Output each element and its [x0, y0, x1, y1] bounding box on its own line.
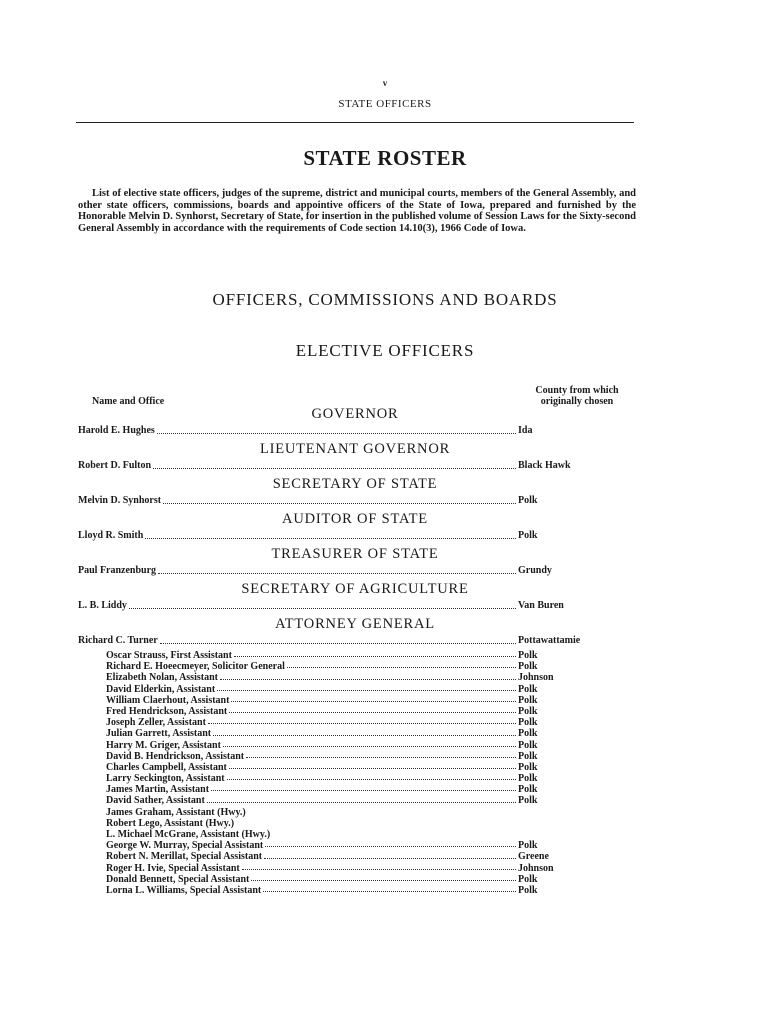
officer-name: David B. Hendrickson, Assistant: [106, 750, 245, 762]
officer-name: Lloyd R. Smith: [78, 530, 144, 541]
dot-leader: [251, 879, 516, 881]
officer-name: Oscar Strauss, First Assistant: [106, 650, 232, 661]
officer-name: Melvin D. Synhorst: [78, 495, 162, 506]
officer-name: Joseph Zeller, Assistant: [106, 717, 206, 729]
dot-leader: [229, 767, 516, 769]
officer-name: Roger H. Ivie, Special Assistant: [106, 862, 240, 874]
subsection-title: ELECTIVE OFFICERS: [295, 341, 475, 360]
officer-county: Polk: [518, 717, 538, 729]
officer-county: Greene: [518, 851, 549, 863]
roster-row: [78, 459, 642, 473]
officer-county: Grundy: [518, 565, 552, 576]
office-heading: AUDITOR OF STATE: [282, 511, 428, 527]
officer-name: David Elderkin, Assistant: [106, 683, 216, 695]
officer-name: L. Michael McGrane, Assistant (Hwy.): [106, 829, 271, 840]
roster-row: [78, 684, 642, 695]
officer-name: Fred Hendrickson, Assistant: [106, 705, 228, 717]
officer-name: Elizabeth Nolan, Assistant: [106, 672, 218, 684]
officer-county: Black Hawk: [518, 460, 571, 471]
officer-name: Robert N. Merillat, Special Assistant: [106, 851, 263, 863]
roster-row: [78, 728, 642, 739]
roster-row: [78, 599, 642, 613]
roster-row: [78, 751, 642, 762]
officer-name: George W. Murray, Special Assistant: [106, 840, 264, 852]
dot-leader: [246, 756, 516, 758]
office-heading: SECRETARY OF AGRICULTURE: [241, 581, 469, 597]
dot-leader: [234, 655, 516, 657]
officer-county: Polk: [518, 694, 538, 706]
roster-row: [78, 695, 642, 706]
office-heading: ATTORNEY GENERAL: [275, 616, 435, 632]
dot-leader: [207, 801, 516, 803]
dot-leader: [153, 467, 516, 469]
dot-leader: [217, 689, 516, 691]
dot-leader: [163, 502, 516, 504]
dot-leader: [211, 789, 516, 791]
roster-row: [78, 424, 642, 438]
roster-row: [78, 807, 642, 818]
dot-leader: [242, 868, 516, 870]
officer-county: Polk: [518, 705, 538, 717]
officer-county: Pottawattamie: [518, 635, 581, 646]
section-title: OFFICERS, COMMISSIONS AND BOARDS: [212, 290, 558, 309]
office-heading: TREASURER OF STATE: [271, 546, 439, 562]
officer-name: L. B. Liddy: [78, 600, 127, 611]
officer-name: David Sather, Assistant: [106, 795, 205, 807]
dot-leader: [208, 722, 516, 724]
officer-name: Lorna L. Williams, Special Assistant: [106, 884, 262, 896]
roster-row: [78, 706, 642, 717]
officer-county: Polk: [518, 661, 538, 673]
dot-leader: [229, 711, 516, 713]
officer-name: Paul Franzenburg: [78, 565, 157, 576]
running-head: STATE OFFICERS: [338, 98, 432, 110]
dot-leader: [220, 678, 516, 680]
officer-county: Johnson: [518, 862, 554, 874]
roster-row: [78, 717, 642, 728]
dot-leader: [223, 745, 516, 747]
officer-name: Harry M. Griger, Assistant: [106, 739, 221, 751]
dot-leader: [227, 778, 516, 780]
officer-county: Polk: [518, 884, 538, 896]
roster-row: [78, 818, 642, 829]
officer-county: Polk: [518, 650, 538, 661]
roster-row: [78, 829, 642, 840]
roster-row: [78, 661, 642, 672]
roster-list: [78, 405, 642, 896]
roster-row: [78, 851, 642, 862]
dot-leader: [231, 700, 516, 702]
officer-name: Richard C. Turner: [78, 635, 158, 646]
dot-leader: [263, 890, 516, 892]
officer-county: Polk: [518, 683, 538, 695]
roster-row: [78, 494, 642, 508]
officer-county: Polk: [518, 795, 538, 807]
dot-leader: [287, 666, 516, 668]
officer-county: Polk: [518, 840, 538, 852]
roster-row: [78, 672, 642, 683]
header-rule: [76, 122, 634, 123]
officer-county: Polk: [518, 873, 538, 885]
intro-paragraph: List of elective state officers, judges of the supreme, district and municipal courts, members of the General Assembly, and other state officers, commissions, boards and appointive officers of the State of Iowa, prepared and furnished by the Honorable Melvin D. Synhorst, Secretary of State, for insertion in the published volume of Session Laws for the Sixty-second General Assembly in accordance with the requirements of Code section 14.10(3), 1966 Code of Iowa.: [78, 188, 636, 234]
officer-county: Polk: [518, 495, 538, 506]
dot-leader: [157, 432, 516, 434]
officer-county: Polk: [518, 773, 538, 785]
office-heading: LIEUTENANT GOVERNOR: [259, 441, 451, 457]
officer-name: Julian Garrett, Assistant: [106, 728, 212, 740]
roster-row: [78, 634, 642, 648]
officer-county: Johnson: [518, 672, 554, 684]
roster-row: [78, 795, 642, 806]
roster-row: [78, 885, 642, 896]
officer-county: Polk: [518, 728, 538, 740]
dot-leader: [145, 537, 516, 539]
roster-row: [78, 740, 642, 751]
officer-name: Robert D. Fulton: [78, 460, 152, 471]
roster-row: [78, 650, 642, 661]
roster-row: [78, 762, 642, 773]
officer-county: Polk: [518, 530, 538, 541]
roster-row: [78, 863, 642, 874]
officer-county: Polk: [518, 784, 538, 796]
roster-row: [78, 529, 642, 543]
dot-leader: [213, 734, 516, 736]
dot-leader: [129, 607, 516, 609]
officer-name: William Claerhout, Assistant: [106, 694, 230, 706]
officer-name: Robert Lego, Assistant (Hwy.): [106, 817, 235, 829]
officer-name: Richard E. Hoeecmeyer, Solicitor General: [106, 661, 285, 673]
dot-leader: [158, 572, 516, 574]
roster-row: [78, 874, 642, 885]
column-header-name-office: Name and Office: [92, 396, 165, 407]
officer-name: Harold E. Hughes: [78, 425, 155, 436]
dot-leader: [264, 857, 516, 859]
roster-row: [78, 784, 642, 795]
page-title: STATE ROSTER: [303, 146, 467, 170]
office-heading: GOVERNOR: [311, 406, 399, 422]
column-header-county: [516, 385, 638, 407]
officer-county: Polk: [518, 750, 538, 762]
dot-leader: [265, 845, 516, 847]
column-header-county-line1: County from which: [535, 385, 619, 396]
page-mark: v: [382, 78, 388, 88]
officer-name: Larry Seckington, Assistant: [106, 773, 225, 785]
dot-leader: [160, 642, 516, 644]
officer-name: Donald Bennett, Special Assistant: [106, 873, 250, 885]
roster-row: [78, 840, 642, 851]
officer-county: Ida: [518, 425, 533, 436]
roster-row: [78, 773, 642, 784]
column-header-county-line2: originally chosen: [540, 396, 614, 407]
officer-name: James Martin, Assistant: [106, 784, 210, 796]
officer-name: Charles Campbell, Assistant: [106, 761, 227, 773]
officer-county: Van Buren: [518, 600, 564, 611]
roster-row: [78, 564, 642, 578]
officer-name: James Graham, Assistant (Hwy.): [106, 806, 246, 818]
officer-county: Polk: [518, 739, 538, 751]
office-heading: SECRETARY OF STATE: [272, 476, 438, 492]
officer-county: Polk: [518, 761, 538, 773]
